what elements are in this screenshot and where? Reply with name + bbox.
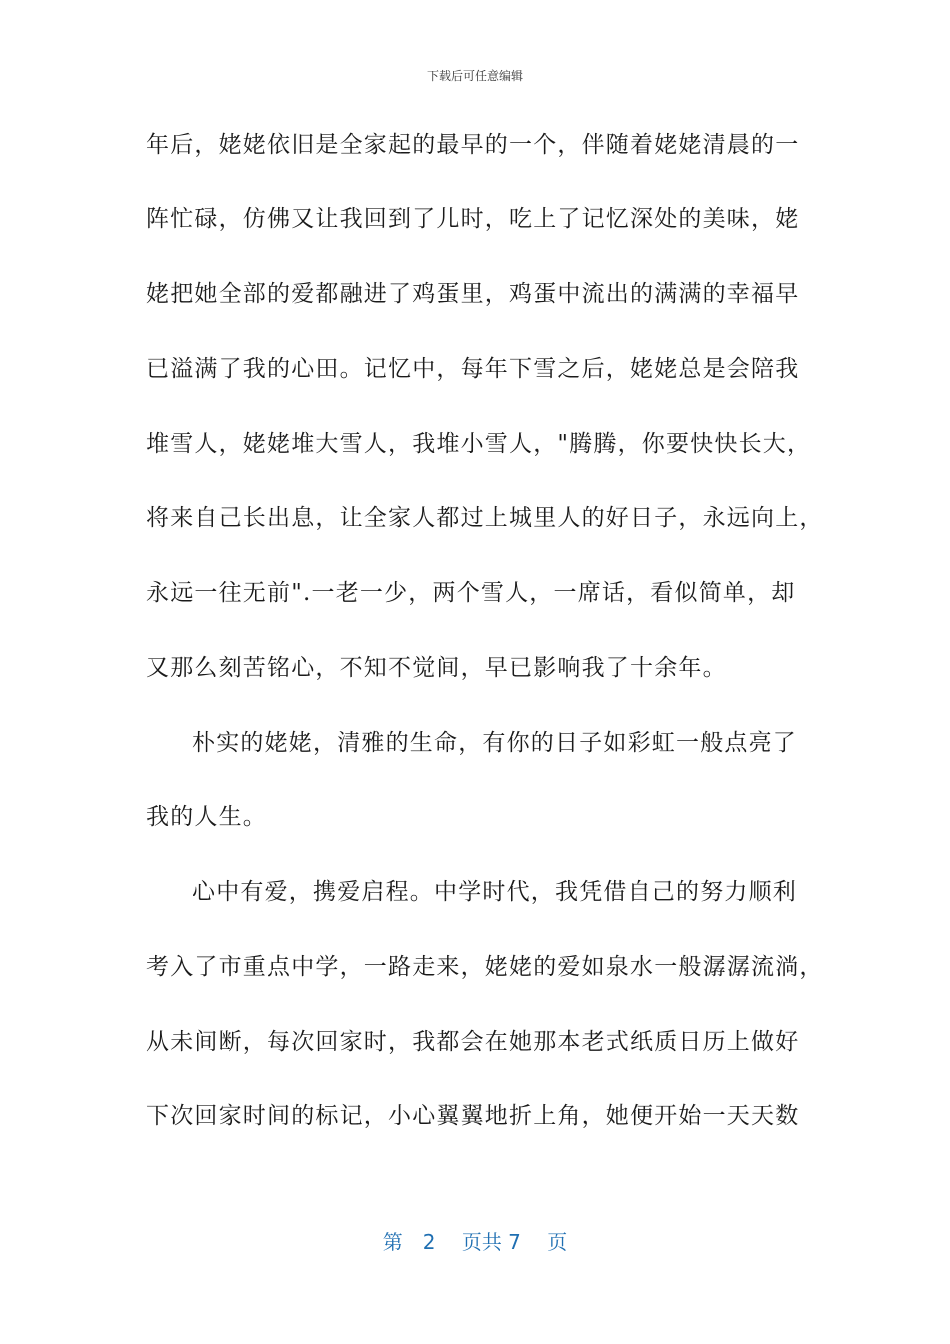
header-note: 下载后可任意编辑 — [426, 69, 523, 83]
text-line: 下次回家时间的标记，小心翼翼地折上角，她便开始一天天数 — [146, 1103, 800, 1129]
paragraph-start-line: 朴实的姥姥，清雅的生命，有你的日子如彩虹一般点亮了 — [192, 730, 797, 756]
text-line: 将来自己长出息，让全家人都过上城里人的好日子，永远向上， — [146, 505, 824, 531]
text-line: 年后，姥姥依旧是全家起的最早的一个，伴随着姥姥清晨的一 — [146, 132, 800, 158]
text-line: 又那么刻苦铭心，不知不觉间，早已影响我了十余年。 — [146, 655, 727, 681]
text-line: 我的人生。 — [146, 804, 267, 830]
text-line: 考入了市重点中学，一路走来，姥姥的爱如泉水一般潺潺流淌， — [146, 954, 824, 980]
text-line: 从未间断，每次回家时，我都会在她那本老式纸质日历上做好 — [146, 1029, 800, 1055]
text-line: 姥把她全部的爱都融进了鸡蛋里，鸡蛋中流出的满满的幸福早 — [146, 281, 800, 307]
paragraph-start-line: 心中有爱，携爱启程。中学时代，我凭借自己的努力顺利 — [192, 879, 797, 905]
page-number-footer: 第 2 页共 7 页 — [382, 1230, 568, 1254]
text-line: 已溢满了我的心田。记忆中，每年下雪之后，姥姥总是会陪我 — [146, 356, 800, 382]
text-line: 永远一往无前".一老一少，两个雪人，一席话，看似简单，却 — [146, 580, 796, 606]
text-line: 堆雪人，姥姥堆大雪人，我堆小雪人，"腾腾，你要快快长大， — [146, 431, 812, 457]
text-line: 阵忙碌，仿佛又让我回到了儿时，吃上了记忆深处的美味，姥 — [146, 206, 800, 232]
